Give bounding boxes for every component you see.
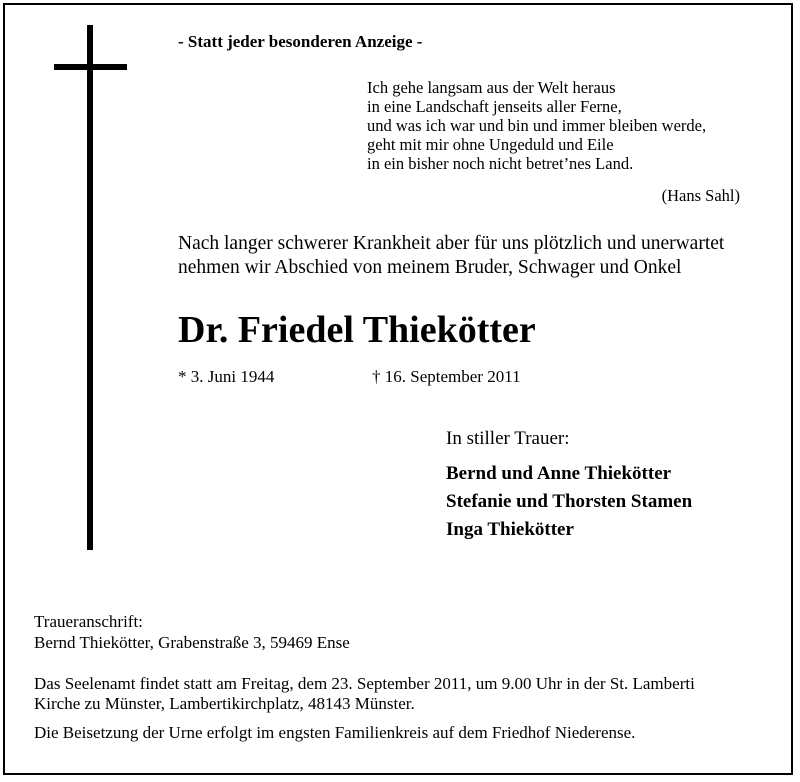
poem-line: und was ich war und bin und immer bleiben werde, <box>367 116 707 135</box>
address-value: Bernd Thiekötter, Grabenstraße 3, 59469 Ense <box>34 633 350 652</box>
poem <box>367 78 706 173</box>
poem-line: in eine Landschaft jenseits aller Ferne, <box>367 97 622 116</box>
service-line: Das Seelenamt findet statt am Freitag, dem 23. September 2011, um 9.00 Uhr in der St. Lamberti <box>34 674 695 693</box>
birth-date: * 3. Juni 1944 <box>178 367 275 386</box>
mourners-list <box>446 460 692 544</box>
burial-info: Die Beisetzung der Urne erfolgt im engsten Familienkreis auf dem Friedhof Niederense. <box>34 723 636 742</box>
cross-vertical-bar <box>87 25 93 550</box>
intro-line: Nach langer schwerer Krankheit aber für uns plötzlich und unerwartet <box>178 233 725 254</box>
notice-header: - Statt jeder besonderen Anzeige - <box>178 32 423 51</box>
mourner-name: Bernd und Anne Thiekötter <box>446 463 672 484</box>
mourning-address <box>34 611 350 653</box>
address-label: Traueranschrift: <box>34 612 143 631</box>
service-line: Kirche zu Münster, Lambertikirchplatz, 48143 Münster. <box>34 694 415 713</box>
intro-text <box>178 232 724 280</box>
mourning-label: In stiller Trauer: <box>446 428 570 449</box>
mourner-name: Inga Thiekötter <box>446 519 574 540</box>
poem-line: in ein bisher noch nicht betret’nes Land. <box>367 154 634 173</box>
cross-horizontal-bar <box>54 64 127 70</box>
service-info <box>34 674 695 714</box>
death-date: † 16. September 2011 <box>372 367 521 386</box>
poem-line: Ich gehe langsam aus der Welt heraus <box>367 78 616 97</box>
mourner-name: Stefanie und Thorsten Stamen <box>446 491 693 512</box>
intro-line: nehmen wir Abschied von meinem Bruder, Schwager und Onkel <box>178 257 682 278</box>
poem-line: geht mit mir ohne Ungeduld und Eile <box>367 135 614 154</box>
deceased-name: Dr. Friedel Thiekötter <box>178 309 536 351</box>
poem-author: (Hans Sahl) <box>661 186 740 205</box>
